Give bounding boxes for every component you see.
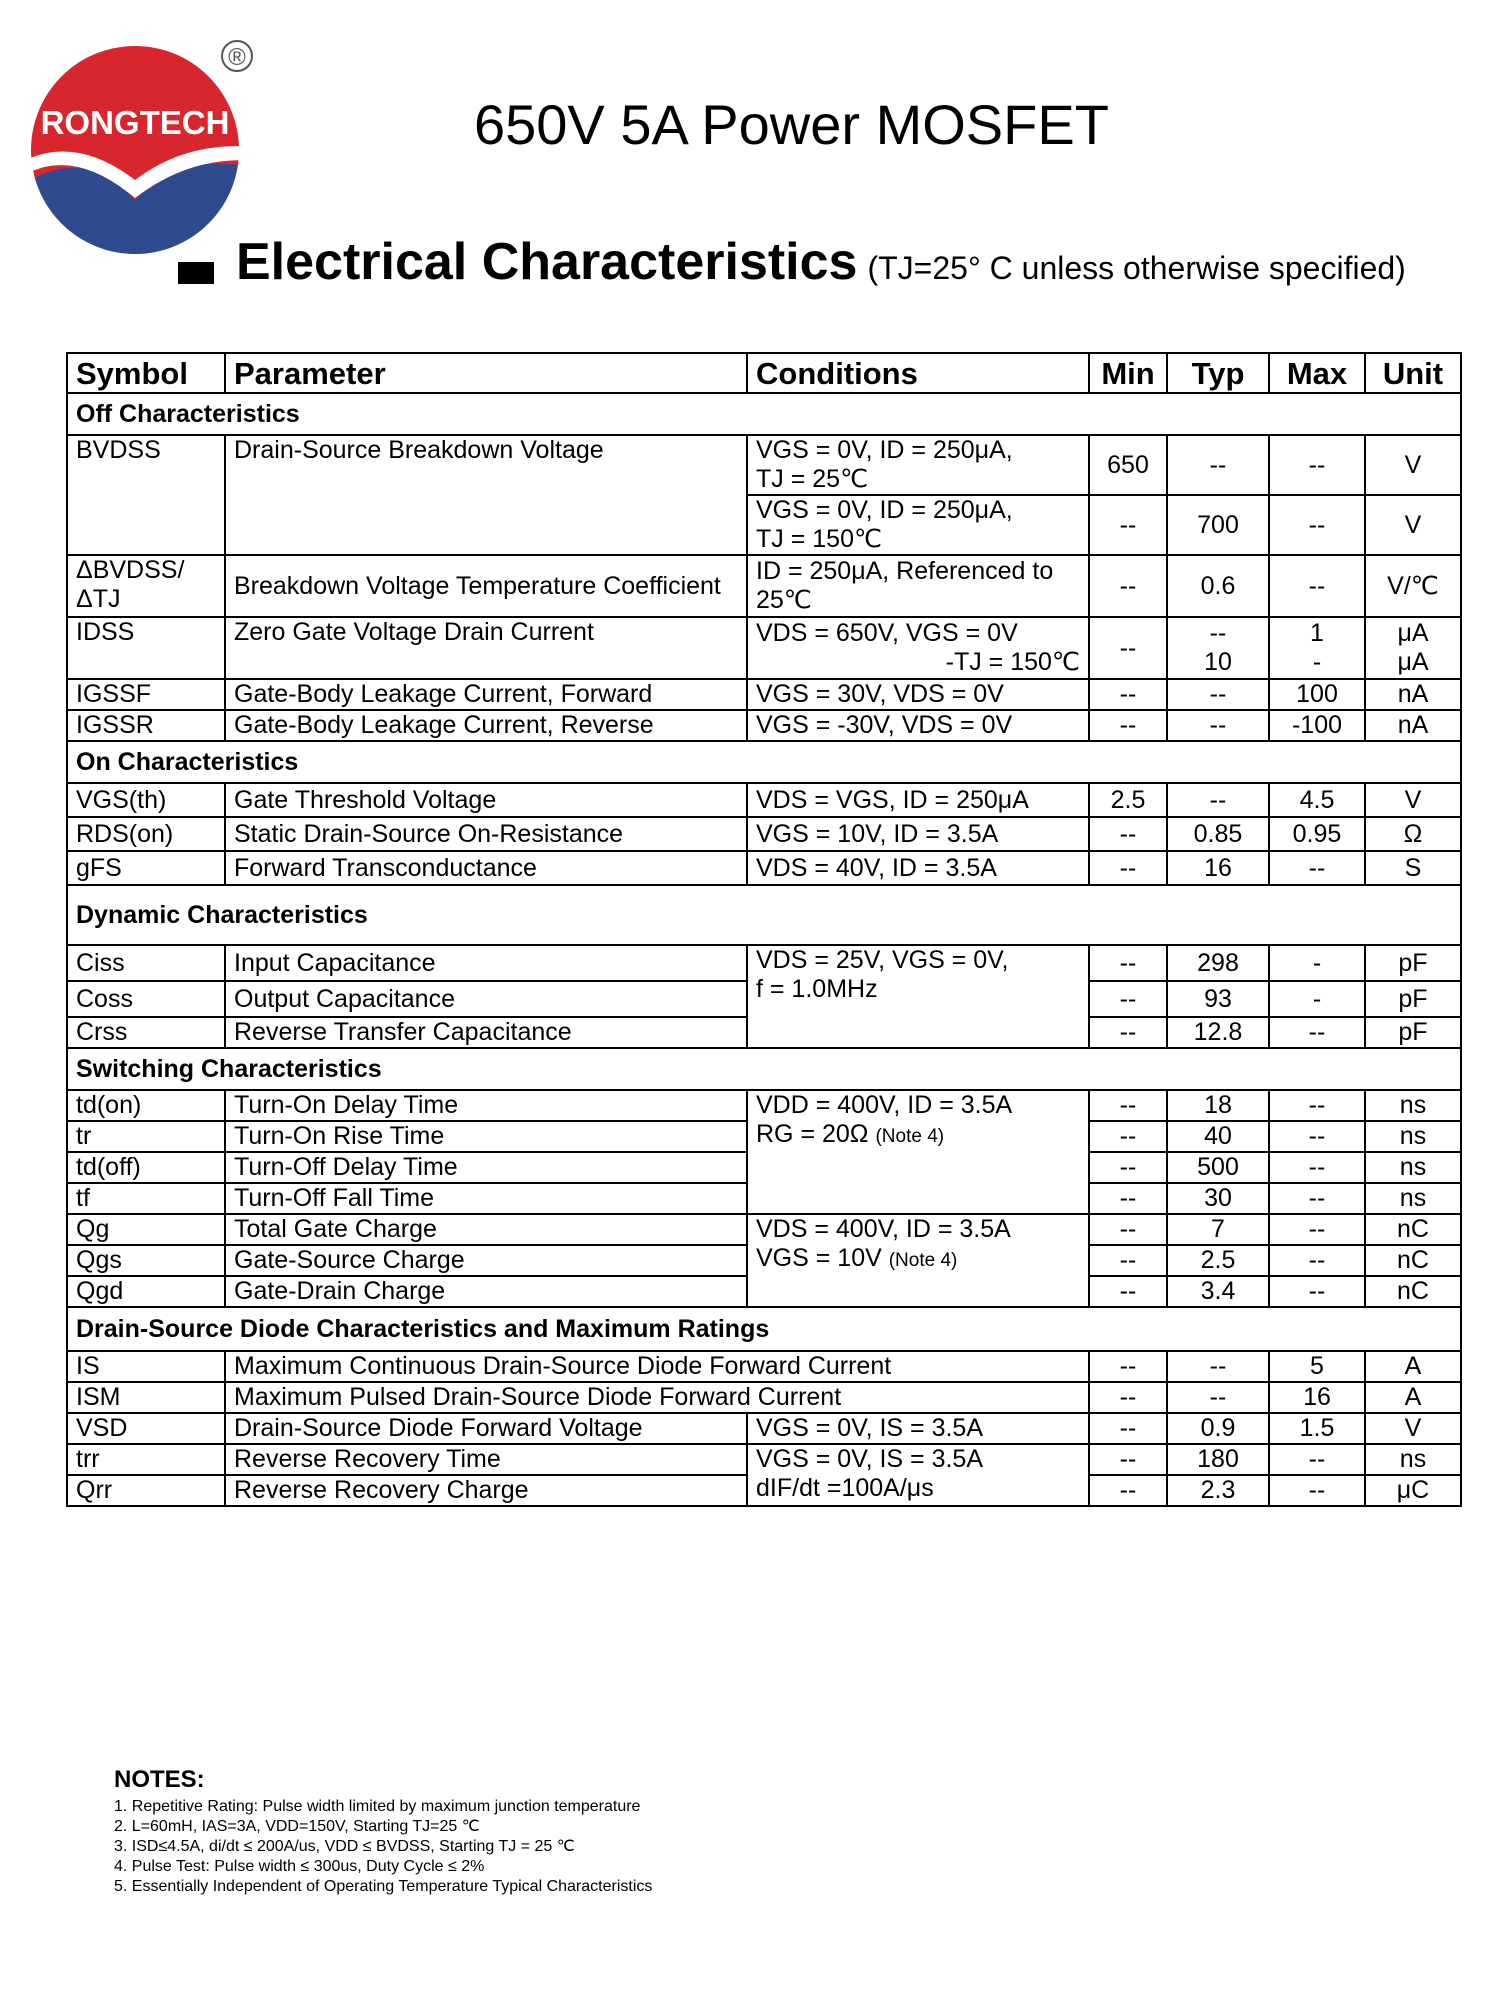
cond-line: VDS = 400V, ID = 3.5A [756, 1215, 1011, 1243]
cell-min: -- [1089, 495, 1167, 555]
group-title: Switching Characteristics [67, 1048, 1461, 1090]
cell-unit: A [1365, 1382, 1461, 1413]
table-row [67, 851, 1461, 885]
note-item: 4. Pulse Test: Pulse width ≤ 300us, Duty Cycle ≤ 2% [114, 1858, 485, 1875]
note-item: 2. L=60mH, IAS=3A, VDD=150V, Starting TJ=25 ℃ [114, 1818, 480, 1835]
cell-symbol: td(off) [67, 1152, 225, 1183]
cond-line: VGS = 0V, ID = 250μA, [756, 436, 1013, 464]
cell-parameter: Breakdown Voltage Temperature Coefficient [225, 555, 747, 617]
cell-unit: V [1365, 783, 1461, 817]
cell-symbol: td(on) [67, 1090, 225, 1121]
cond-line: VDS = 650V, VGS = 0V [756, 619, 1018, 647]
cell-max: -- [1269, 555, 1365, 617]
cell-min: -- [1089, 817, 1167, 851]
cell-parameter: Gate-Body Leakage Current, Reverse [225, 710, 747, 741]
group-row [67, 1307, 1461, 1351]
heading-bullet [178, 262, 214, 284]
cell-symbol: tf [67, 1183, 225, 1214]
group-title: On Characteristics [67, 741, 1461, 783]
cell-symbol: VGS(th) [67, 783, 225, 817]
cond-line: VGS = 0V, IS = 3.5A [756, 1445, 984, 1473]
cell-symbol: trr [67, 1444, 225, 1475]
cell-conditions [747, 1214, 1089, 1307]
cell-min: -- [1089, 710, 1167, 741]
cell-parameter: Static Drain-Source On-Resistance [225, 817, 747, 851]
cell-symbol: IDSS [67, 617, 225, 679]
cell-unit: ns [1365, 1121, 1461, 1152]
cell-unit: ns [1365, 1183, 1461, 1214]
note-ref: (Note 4) [875, 1126, 945, 1147]
cell-parameter: Input Capacitance [225, 945, 747, 981]
cell-min: -- [1089, 679, 1167, 710]
group-title: Off Characteristics [67, 393, 1461, 435]
cell-min: -- [1089, 851, 1167, 885]
cell-unit: V [1365, 495, 1461, 555]
cell-max: - [1269, 945, 1365, 981]
cell-unit: Ω [1365, 817, 1461, 851]
cell-min: -- [1089, 1351, 1167, 1382]
page-title: 650V 5A Power MOSFET [474, 93, 1109, 156]
cond-line: ID = 250μA, Referenced to [756, 557, 1054, 585]
note-item: 3. ISD≤4.5A, di/dt ≤ 200A/us, VDD ≤ BVDSS, Starting TJ = 25 ℃ [114, 1838, 575, 1855]
cell-unit: μC [1365, 1475, 1461, 1506]
cell-min: -- [1089, 1152, 1167, 1183]
table-row [67, 1413, 1461, 1444]
cell-max: -- [1269, 1214, 1365, 1245]
cell-max: - [1269, 981, 1365, 1017]
cell-parameter: Zero Gate Voltage Drain Current [225, 617, 747, 679]
section-heading [178, 232, 1406, 292]
table-row [67, 945, 1461, 981]
table-row [67, 679, 1461, 710]
cell-unit: ns [1365, 1444, 1461, 1475]
cond-text: VGS = 10V [756, 1244, 882, 1272]
cell-max: -- [1269, 1017, 1365, 1048]
table-row [67, 710, 1461, 741]
cond-line [756, 1120, 1080, 1151]
cell-symbol: IGSSR [67, 710, 225, 741]
table-row [67, 1351, 1461, 1382]
cond-line: -TJ = 150℃ [945, 648, 1080, 676]
cell-parameter: Turn-Off Fall Time [225, 1183, 747, 1214]
cell-conditions: VDS = 40V, ID = 3.5A [747, 851, 1089, 885]
cell-unit: ns [1365, 1152, 1461, 1183]
cell-conditions [747, 945, 1089, 1048]
registered-mark: ® [228, 44, 246, 71]
cell-min: -- [1089, 1475, 1167, 1506]
cell-parameter: Maximum Pulsed Drain-Source Diode Forward Current [225, 1382, 1089, 1413]
cell-typ: -- [1167, 783, 1269, 817]
header-conditions: Conditions [747, 353, 1089, 393]
note-item: 1. Repetitive Rating: Pulse width limited by maximum junction temperature [114, 1798, 641, 1815]
cell-max: -- [1269, 495, 1365, 555]
cell-symbol: Qgs [67, 1245, 225, 1276]
cell-typ: 700 [1167, 495, 1269, 555]
cell-typ: -- [1167, 710, 1269, 741]
cell-typ [1167, 617, 1269, 679]
cell-conditions: VGS = 0V, IS = 3.5A [747, 1413, 1089, 1444]
table-row [67, 783, 1461, 817]
cell-symbol: VSD [67, 1413, 225, 1444]
cell-min: -- [1089, 1444, 1167, 1475]
cell-min: -- [1089, 1276, 1167, 1307]
table-row [67, 1214, 1461, 1245]
cell-conditions: VGS = -30V, VDS = 0V [747, 710, 1089, 741]
cell-conditions [747, 555, 1089, 617]
cell-typ: 0.6 [1167, 555, 1269, 617]
cell-symbol: Qrr [67, 1475, 225, 1506]
cell-typ: 0.85 [1167, 817, 1269, 851]
cell-typ: -- [1167, 1351, 1269, 1382]
cell-parameter: Maximum Continuous Drain-Source Diode Forward Current [225, 1351, 1089, 1382]
cell-unit: nC [1365, 1245, 1461, 1276]
cell-symbol: Crss [67, 1017, 225, 1048]
cell-parameter: Total Gate Charge [225, 1214, 747, 1245]
value-line: -- [1209, 619, 1227, 647]
cond-line: 25℃ [756, 586, 812, 614]
cell-symbol: Qgd [67, 1276, 225, 1307]
cell-typ: 18 [1167, 1090, 1269, 1121]
header-unit: Unit [1365, 353, 1461, 393]
notes-title: NOTES: [114, 1766, 205, 1793]
cell-max: -- [1269, 1245, 1365, 1276]
cell-min: -- [1089, 1121, 1167, 1152]
cell-conditions: VGS = 10V, ID = 3.5A [747, 817, 1089, 851]
logo-text: RONGTECH [40, 104, 230, 141]
cell-typ: 2.5 [1167, 1245, 1269, 1276]
value-line: 1 [1310, 619, 1324, 647]
cell-min: -- [1089, 1214, 1167, 1245]
group-title: Drain-Source Diode Characteristics and Maximum Ratings [67, 1307, 1461, 1351]
electrical-characteristics-table [66, 352, 1462, 1507]
cell-min: -- [1089, 945, 1167, 981]
cell-min: -- [1089, 981, 1167, 1017]
cell-min: 650 [1089, 435, 1167, 495]
cell-symbol: tr [67, 1121, 225, 1152]
cell-typ: 298 [1167, 945, 1269, 981]
cell-min: -- [1089, 1183, 1167, 1214]
cond-line: VGS = 0V, ID = 250μA, [756, 496, 1013, 524]
cell-min: -- [1089, 617, 1167, 679]
cell-parameter: Reverse Recovery Time [225, 1444, 747, 1475]
cell-max: -100 [1269, 710, 1365, 741]
cell-max: 4.5 [1269, 783, 1365, 817]
cell-typ: 30 [1167, 1183, 1269, 1214]
cond-line: TJ = 150℃ [756, 525, 883, 553]
cond-line: TJ = 25℃ [756, 465, 869, 493]
cell-conditions: VGS = 30V, VDS = 0V [747, 679, 1089, 710]
header-parameter: Parameter [225, 353, 747, 393]
cell-parameter: Drain-Source Diode Forward Voltage [225, 1413, 747, 1444]
cell-parameter: Gate-Source Charge [225, 1245, 747, 1276]
table-row [67, 1382, 1461, 1413]
cell-max: -- [1269, 1183, 1365, 1214]
cell-max: 1.5 [1269, 1413, 1365, 1444]
cell-typ: 12.8 [1167, 1017, 1269, 1048]
cell-parameter: Forward Transconductance [225, 851, 747, 885]
cell-unit: pF [1365, 1017, 1461, 1048]
cell-parameter: Reverse Recovery Charge [225, 1475, 747, 1506]
cell-min: -- [1089, 1245, 1167, 1276]
cell-symbol: BVDSS [67, 435, 225, 555]
cell-unit: V/℃ [1365, 555, 1461, 617]
cell-unit: nC [1365, 1214, 1461, 1245]
cell-unit: nC [1365, 1276, 1461, 1307]
cell-conditions [747, 617, 1089, 679]
group-row [67, 1048, 1461, 1090]
cell-unit: pF [1365, 945, 1461, 981]
cell-parameter: Gate Threshold Voltage [225, 783, 747, 817]
cell-typ: 500 [1167, 1152, 1269, 1183]
cell-unit: pF [1365, 981, 1461, 1017]
cell-typ: 93 [1167, 981, 1269, 1017]
table-row [67, 1090, 1461, 1121]
cond-line: VDD = 400V, ID = 3.5A [756, 1091, 1013, 1119]
section-condition: (TJ=25° C unless otherwise specified) [867, 250, 1406, 286]
cell-typ: 40 [1167, 1121, 1269, 1152]
value-line: 10 [1204, 648, 1232, 676]
cell-symbol: ΔBVDSS/ΔTJ [67, 555, 225, 617]
table-row [67, 817, 1461, 851]
cond-line: VDS = 25V, VGS = 0V, [756, 946, 1009, 974]
cond-line [756, 1244, 1080, 1275]
note-item: 5. Essentially Independent of Operating Temperature Typical Characteristics [114, 1878, 653, 1895]
section-title: Electrical Characteristics [236, 233, 858, 291]
cell-max: -- [1269, 1475, 1365, 1506]
header-symbol: Symbol [67, 353, 225, 393]
cell-max: 16 [1269, 1382, 1365, 1413]
cell-conditions [747, 1090, 1089, 1214]
cell-max: -- [1269, 1152, 1365, 1183]
cell-max: -- [1269, 851, 1365, 885]
cell-max: -- [1269, 435, 1365, 495]
cell-unit: S [1365, 851, 1461, 885]
cell-parameter: Turn-On Delay Time [225, 1090, 747, 1121]
cond-line: dIF/dt =100A/μs [756, 1474, 934, 1502]
cell-symbol: Qg [67, 1214, 225, 1245]
cell-min: 2.5 [1089, 783, 1167, 817]
header-min: Min [1089, 353, 1167, 393]
cell-typ: 2.3 [1167, 1475, 1269, 1506]
notes-section [114, 1766, 652, 1897]
cell-symbol: IS [67, 1351, 225, 1382]
cell-min: -- [1089, 1017, 1167, 1048]
group-title: Dynamic Characteristics [67, 885, 1461, 945]
cell-max: 100 [1269, 679, 1365, 710]
cell-typ: 7 [1167, 1214, 1269, 1245]
cell-parameter: Gate-Drain Charge [225, 1276, 747, 1307]
cell-symbol: gFS [67, 851, 225, 885]
cell-min: -- [1089, 1413, 1167, 1444]
cell-parameter: Gate-Body Leakage Current, Forward [225, 679, 747, 710]
cell-unit: nA [1365, 710, 1461, 741]
cell-typ: -- [1167, 1382, 1269, 1413]
cell-typ: 180 [1167, 1444, 1269, 1475]
cell-conditions [747, 495, 1089, 555]
cell-max: 0.95 [1269, 817, 1365, 851]
header-row [67, 353, 1461, 393]
cell-max: 5 [1269, 1351, 1365, 1382]
cell-conditions [747, 435, 1089, 495]
cell-symbol: Ciss [67, 945, 225, 981]
cell-unit: A [1365, 1351, 1461, 1382]
cond-line: f = 1.0MHz [756, 975, 878, 1003]
cell-unit: nA [1365, 679, 1461, 710]
table-row [67, 1444, 1461, 1475]
cell-parameter: Reverse Transfer Capacitance [225, 1017, 747, 1048]
table-row [67, 617, 1461, 679]
value-line: μA [1397, 619, 1429, 647]
cell-typ: 16 [1167, 851, 1269, 885]
cell-typ: 3.4 [1167, 1276, 1269, 1307]
cell-parameter: Turn-On Rise Time [225, 1121, 747, 1152]
group-row [67, 393, 1461, 435]
cell-conditions [747, 1444, 1089, 1506]
cell-max [1269, 617, 1365, 679]
value-line: - [1312, 648, 1322, 676]
note-ref: (Note 4) [888, 1250, 958, 1271]
cell-max: -- [1269, 1121, 1365, 1152]
cell-symbol: IGSSF [67, 679, 225, 710]
cell-symbol: Coss [67, 981, 225, 1017]
group-row [67, 885, 1461, 945]
header-max: Max [1269, 353, 1365, 393]
cell-unit: V [1365, 435, 1461, 495]
table-row [67, 435, 1461, 495]
cell-max: -- [1269, 1090, 1365, 1121]
table-row [67, 555, 1461, 617]
cond-text: RG = 20Ω [756, 1120, 869, 1148]
cell-typ: 0.9 [1167, 1413, 1269, 1444]
cell-typ: -- [1167, 435, 1269, 495]
cell-symbol: RDS(on) [67, 817, 225, 851]
cell-symbol: ISM [67, 1382, 225, 1413]
cell-parameter: Drain-Source Breakdown Voltage [225, 435, 747, 555]
cell-unit: ns [1365, 1090, 1461, 1121]
value-line: μA [1397, 648, 1429, 676]
cell-unit [1365, 617, 1461, 679]
cell-max: -- [1269, 1444, 1365, 1475]
rongtech-logo [30, 30, 265, 265]
cell-max: -- [1269, 1276, 1365, 1307]
cell-min: -- [1089, 1090, 1167, 1121]
cell-parameter: Output Capacitance [225, 981, 747, 1017]
cell-min: -- [1089, 1382, 1167, 1413]
header-typ: Typ [1167, 353, 1269, 393]
cell-min: -- [1089, 555, 1167, 617]
cell-conditions: VDS = VGS, ID = 250μA [747, 783, 1089, 817]
cell-typ: -- [1167, 679, 1269, 710]
cell-unit: V [1365, 1413, 1461, 1444]
cell-parameter: Turn-Off Delay Time [225, 1152, 747, 1183]
group-row [67, 741, 1461, 783]
